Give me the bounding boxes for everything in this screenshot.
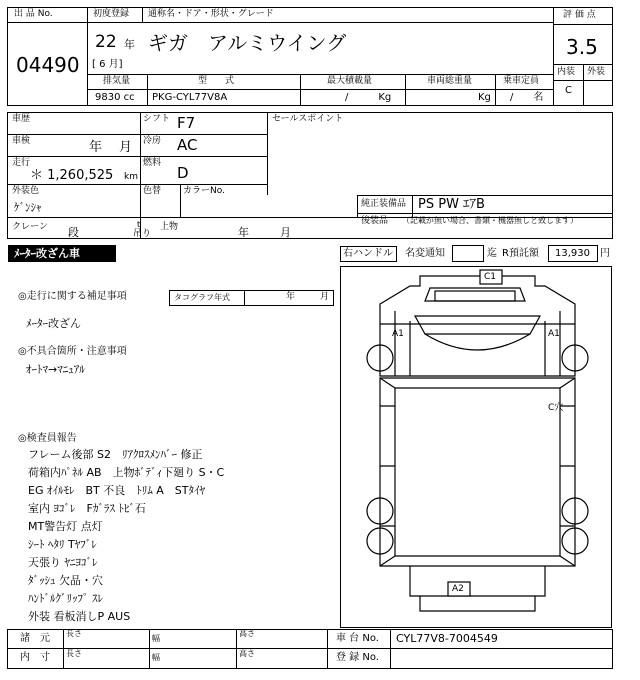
length-label: 長さ	[66, 649, 82, 658]
inspection-year: 年	[89, 140, 103, 155]
inspector-heading: ◎検査員報告	[18, 433, 77, 444]
reg-label: 初度登録	[93, 9, 130, 19]
mileage-value: ＊ 1,260,525	[30, 168, 114, 183]
tacho-year: 年	[286, 292, 296, 302]
grade-value: 3.5	[566, 35, 598, 59]
crane-label: クレーン	[12, 222, 48, 232]
inspector-line: 荷箱内ﾊﾟﾈﾙ AB 上物ﾎﾞﾃﾞｨ下廻り S・C	[28, 466, 225, 479]
diagram-mark: C穴	[548, 403, 564, 413]
inspector-line: ﾀﾞｯｼｭ 欠品・穴	[28, 574, 103, 587]
inspector-line: ｼｰﾄ ﾍﾀﾘ Tﾔﾌﾞﾚ	[28, 538, 97, 551]
interior-dims-label: 内 寸	[20, 652, 50, 663]
inspector-line: 室内 ﾖｺﾞﾚ Fｶﾞﾗｽ ﾄﾋﾞ石	[28, 502, 146, 515]
inspector-line: 外装 看板消しP AUS	[28, 610, 131, 623]
aftermarket-note: （記載が無い場合、書類・機器無しと致します）	[402, 216, 578, 225]
due-label: 迄	[487, 248, 497, 259]
transfer-box	[452, 245, 484, 262]
crane-lift: 吊り	[133, 229, 152, 239]
recycle-value: 13,930	[555, 248, 590, 259]
exterior-label: 外装	[587, 67, 606, 77]
body-label: 上物	[160, 222, 179, 232]
rhd-label: 右ハンドル	[343, 248, 393, 259]
capacity-value: / 名	[510, 92, 544, 103]
dims-label: 諸 元	[20, 633, 50, 644]
transfer-label: 名変通知	[405, 248, 445, 259]
fuel-label: 燃料	[143, 158, 162, 168]
diagram-mark: A1	[392, 329, 404, 339]
gross-value: Kg	[478, 92, 491, 103]
body-month: 月	[280, 226, 291, 239]
recycle-label: R預託額	[502, 248, 539, 259]
shift-value: F7	[177, 114, 196, 132]
reg-year: 22	[95, 32, 117, 52]
chassis-label: 車 台 No.	[336, 633, 379, 644]
inspector-line: MT警告灯 点灯	[28, 520, 103, 533]
ac-value: AC	[177, 136, 198, 154]
reg-year-unit: 年	[124, 38, 135, 51]
grade-label: 評 価 点	[563, 10, 596, 20]
diagram-mark: A2	[452, 584, 464, 594]
lot-number: 04490	[16, 53, 80, 77]
registration-label: 登 録 No.	[336, 652, 379, 663]
model-value: PKG-CYL77V8A	[152, 92, 228, 103]
load-value: / Kg	[345, 92, 392, 103]
inspector-line: 天張り ﾔﾆﾖｺﾞﾚ	[28, 556, 98, 569]
sales-point-label: セールスポイント	[272, 114, 344, 124]
car-name-label: 通称名・ドア・形状・グレード	[148, 9, 274, 19]
history-label: 車歴	[12, 114, 31, 124]
options-value: PS PW ｴｱB	[418, 197, 485, 212]
inspector-line: ﾊﾝﾄﾞﾙｸﾞﾘｯﾌﾟ ｽﾚ	[28, 592, 103, 605]
gross-label: 車両総重量	[427, 76, 473, 86]
lot-label: 出 品 No.	[14, 9, 53, 19]
options-label: 純正装備品	[361, 199, 407, 209]
crane-stage: 段	[68, 226, 79, 239]
width-label: 幅	[152, 634, 160, 643]
color-change-label: 色替	[143, 186, 162, 196]
interior-label: 内装	[557, 67, 576, 77]
tampered-meter-banner: ﾒｰﾀｰ改ざん車	[8, 245, 116, 262]
car-name: ギガ アルミウイング	[148, 31, 347, 55]
shift-label: シフト	[143, 114, 171, 124]
tacho-month: 月	[320, 292, 330, 302]
model-label: 型 式	[198, 76, 235, 86]
ac-label: 冷房	[143, 136, 162, 146]
width-label: 幅	[152, 653, 160, 662]
body-year: 年	[238, 226, 249, 239]
ext-color-value: ｹﾞﾝｼｬ	[14, 201, 42, 214]
inspection-month: 月	[119, 140, 133, 155]
driving-note: ﾒｰﾀｰ改ざん	[26, 317, 81, 330]
length-label: 長さ	[66, 629, 82, 638]
truck-diagram	[340, 266, 612, 628]
reg-month: [ 6 月]	[92, 59, 123, 70]
defect-note: ｵｰﾄﾏ→ﾏﾆｭｱﾙ	[26, 363, 85, 376]
recycle-unit: 円	[600, 248, 610, 259]
inspection-label: 車検	[12, 136, 31, 146]
fuel-value: D	[177, 164, 189, 182]
displacement-label: 排気量	[103, 76, 131, 86]
inspector-line: フレーム後部 S2 ﾘｱｸﾛｽﾒﾝﾊﾞｰ 修正	[28, 448, 203, 461]
footer-frame	[7, 629, 613, 669]
chassis-number: CYL77V8-7004549	[396, 632, 498, 645]
diagram-mark: A1	[548, 329, 560, 339]
height-label: 高さ	[239, 649, 255, 658]
capacity-label: 乗車定員	[503, 76, 540, 86]
load-label: 最大積載量	[327, 76, 373, 86]
defect-heading: ◎不具合箇所・注意事項	[18, 346, 127, 357]
displacement-value: 9830 cc	[95, 92, 135, 103]
inspector-line: EG ｵｲﾙﾓﾚ BT 不良 ﾄﾘﾑ A STﾀｲﾔ	[28, 484, 205, 497]
driving-remarks-heading: ◎走行に関する補足事項	[18, 291, 127, 302]
ext-color-label: 外装色	[12, 186, 40, 196]
tacho-label: タコグラフ年式	[174, 293, 230, 302]
interior-grade: C	[565, 85, 572, 96]
aftermarket-label: 後装品	[361, 216, 389, 226]
mileage-unit: km	[124, 172, 138, 182]
height-label: 高さ	[239, 629, 255, 638]
mileage-label: 走行	[12, 158, 31, 168]
color-code-label: カラーNo.	[183, 186, 225, 196]
diagram-mark: C1	[484, 272, 497, 282]
crane-ton: t	[137, 220, 141, 229]
